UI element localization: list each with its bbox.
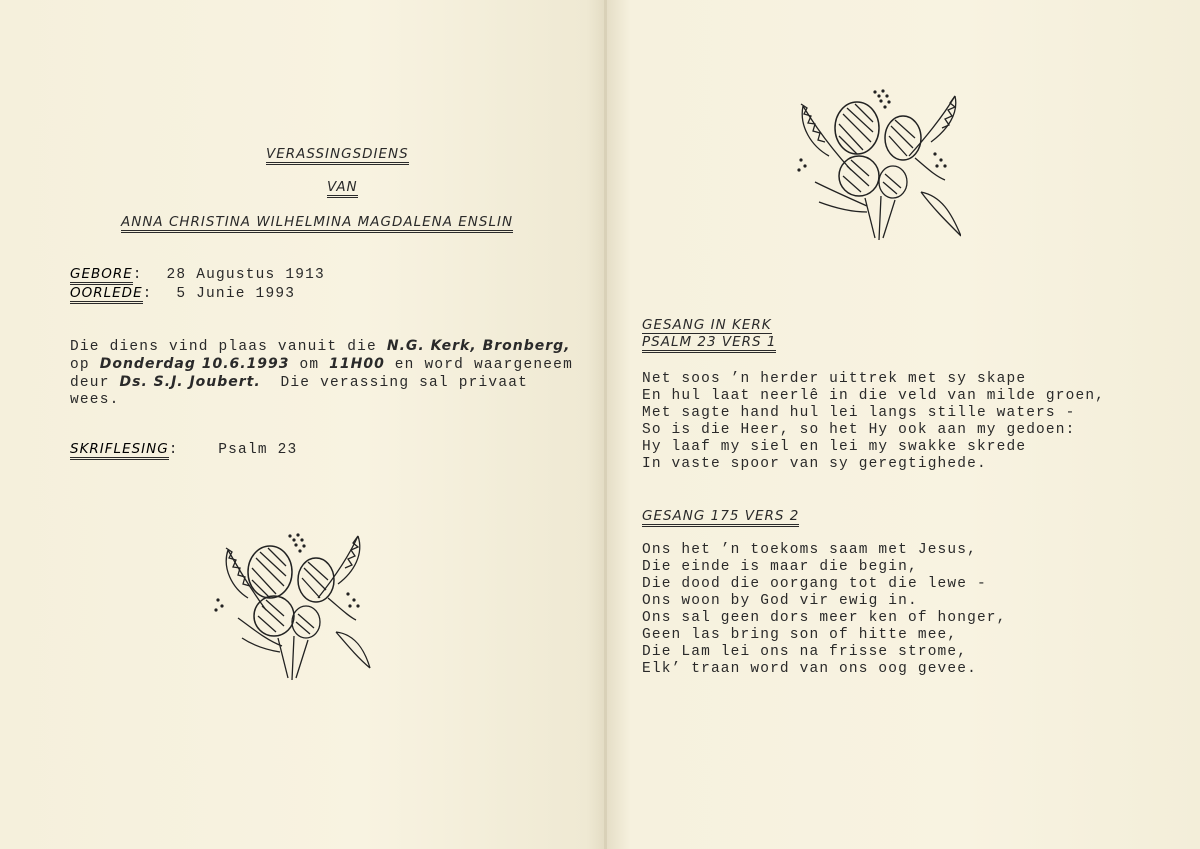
- service-line-3: deur Ds. S.J. Joubert. Die verassing sal privaat: [70, 374, 529, 391]
- service-line-4: wees.: [70, 392, 120, 408]
- service-title: VERASSINGSDIENS: [266, 146, 409, 165]
- verse-line: So is die Heer, so het Hy ook aan my gedoen:: [642, 422, 1076, 438]
- verse-line: Met sagte hand hul lei langs stille waters -: [642, 405, 1076, 421]
- born-date: 28 Augustus 1913: [166, 267, 325, 283]
- verse-line: In vaste spoor van sy geregtighede.: [642, 456, 987, 472]
- verse-line: Ons het ’n toekoms saam met Jesus,: [642, 542, 977, 558]
- verse-line: Ons woon by God vir ewig in.: [642, 593, 918, 609]
- hymn1-heading: GESANG IN KERK: [642, 317, 772, 333]
- hymn2-heading: GESANG 175 VERS 2: [642, 508, 799, 527]
- verse-line: Geen las bring son of hitte mee,: [642, 627, 958, 643]
- reading-value: Psalm 23: [218, 442, 298, 458]
- van-label: VAN: [327, 179, 358, 198]
- born-label: GEBORE: [70, 266, 133, 285]
- verse-line: Elk’ traan word van ons oog gevee.: [642, 661, 977, 677]
- verse-line: Die dood die oorgang tot die lewe -: [642, 576, 987, 592]
- died-label: OORLEDE: [70, 285, 143, 304]
- verse-line: Die einde is maar die begin,: [642, 559, 918, 575]
- verse-line: En hul laat neerlê in die veld van milde groen,: [642, 388, 1106, 404]
- reading-row: SKRIFLESING : Psalm 23: [70, 441, 298, 458]
- verse-line: Die Lam lei ons na frisse strome,: [642, 644, 968, 660]
- deceased-name: ANNA CHRISTINA WILHELMINA MAGDALENA ENSLIN: [121, 214, 513, 233]
- service-line-1: Die diens vind plaas vanuit die N.G. Kerk, Bronberg,: [70, 338, 571, 355]
- reading-label: SKRIFLESING: [70, 441, 169, 460]
- hymn1-subheading: PSALM 23 VERS 1: [642, 334, 776, 353]
- service-line-2: op Donderdag 10.6.1993 om 11H00 en word waargeneem: [70, 356, 573, 373]
- verse-line: Net soos ’n herder uittrek met sy skape: [642, 371, 1027, 387]
- verse-line: Hy laaf my siel en lei my swakke skrede: [642, 439, 1027, 455]
- protea-bouquet-icon: [208, 528, 374, 686]
- protea-bouquet-icon: [795, 86, 961, 246]
- died-date: 5 Junie 1993: [176, 286, 296, 302]
- born-row: GEBORE : 28 Augustus 1913: [70, 266, 325, 283]
- verse-line: Ons sal geen dors meer ken of honger,: [642, 610, 1007, 626]
- died-row: OORLEDE : 5 Junie 1993: [70, 285, 296, 302]
